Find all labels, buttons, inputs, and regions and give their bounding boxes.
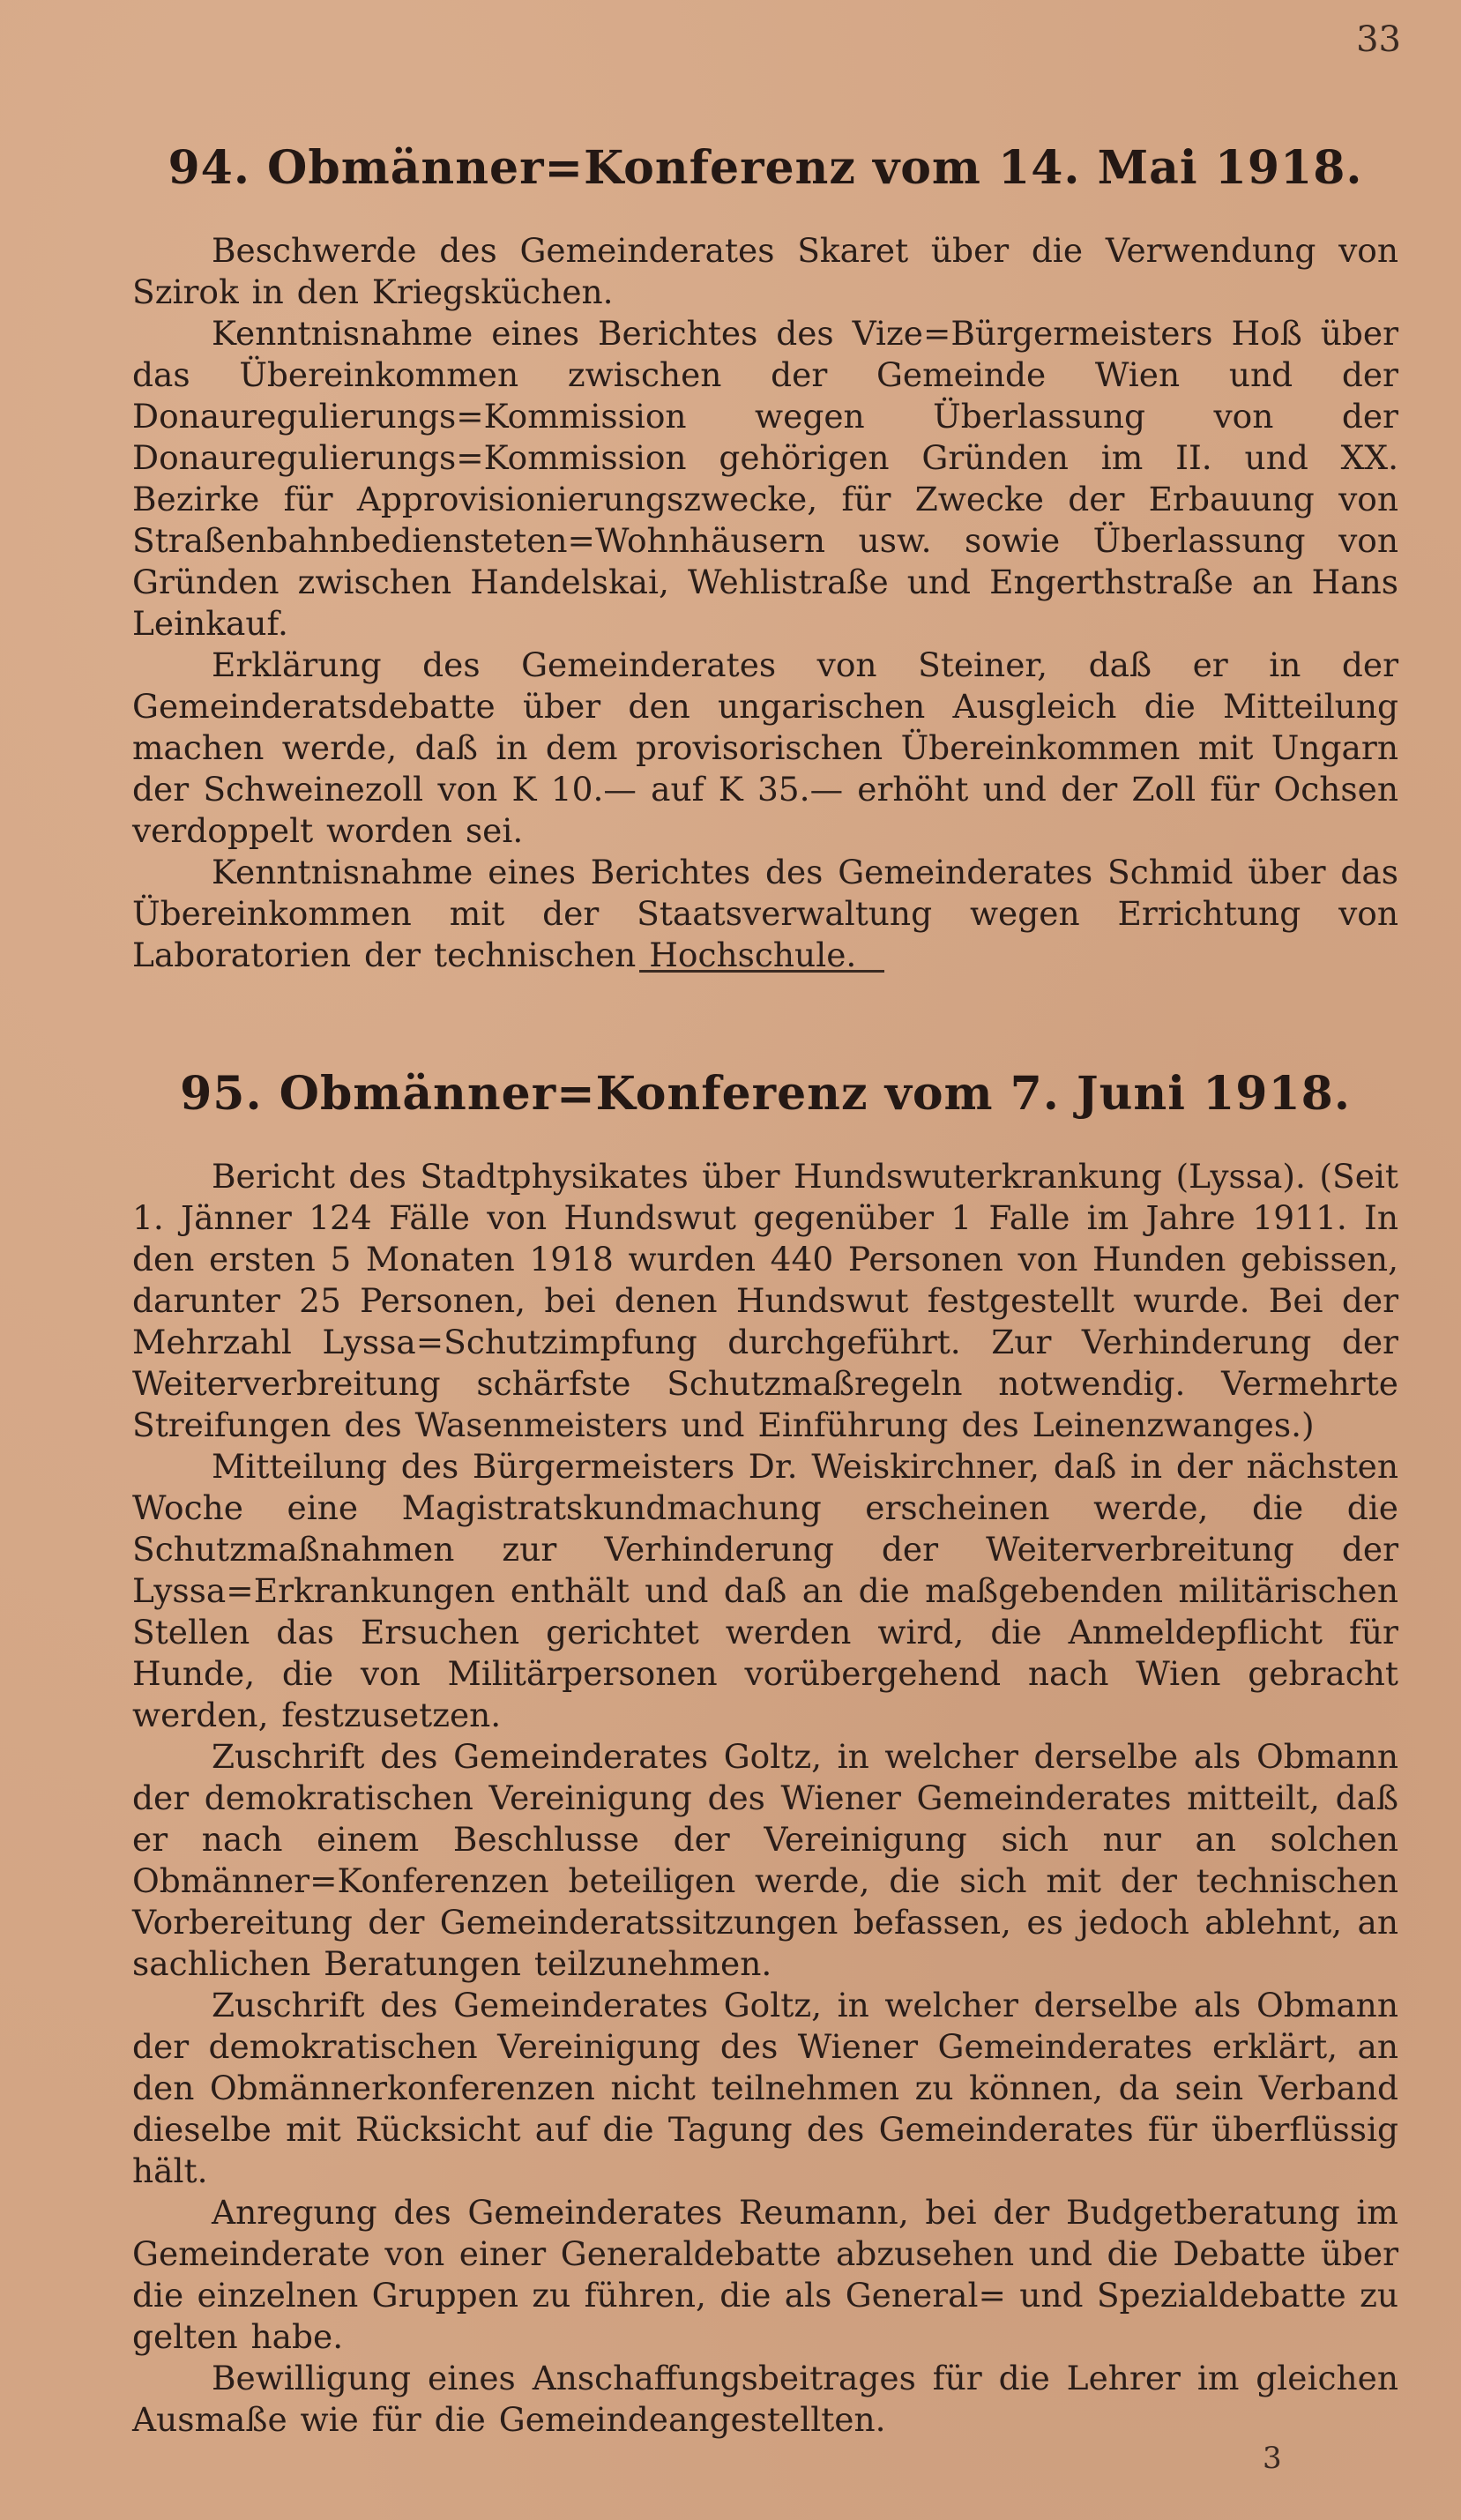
paragraph: Kenntnisnahme eines Berichtes des Vize=Bürgermeisters Hoß über das Übereinkommen zwischen der Gemeinde Wien und der Donauregulierungs=Kommission wegen Überlassung von der Donauregulierungs=Kommission gehörigen Gründen im II. und XX. Bezirke für Approvisionierungszwecke, für Zwecke der Erbauung von Straßenbahnbediensteten=Wohnhäusern usw. sowie Überlassung von Gründen zwischen Handelskai, Wehlistraße und Engerthstraße an Hans Leinkauf. — [132, 314, 1398, 643]
paragraph: Zuschrift des Gemeinderates Goltz, in welcher derselbe als Obmann der demokratischen Vereinigung des Wiener Gemeinderates mitteilt, daß er nach einem Beschlusse der Vereinigung sich nur an solchen Obmänner=Konferenzen beteiligen werde, die sich mit der technischen Vorbereitung der Gemeinderatssitzungen befassen, es jedoch ablehnt, an sachlichen Beratungen teilzunehmen. — [132, 1737, 1398, 1983]
section-divider — [639, 970, 884, 973]
paragraph: Beschwerde des Gemeinderates Skaret über die Verwendung von Szirok in den Kriegsküchen. — [132, 231, 1398, 311]
section-heading: 95. Obmänner=Konferenz vom 7. Juni 1918. — [180, 1067, 1351, 1121]
paragraph: Kenntnisnahme eines Berichtes des Gemeinderates Schmid über das Übereinkommen mit der Staatsverwaltung wegen Errichtung von Laboratorien der technischen Hochschule. — [132, 853, 1398, 974]
signature-mark: 3 — [1263, 2441, 1282, 2476]
paragraph: Bericht des Stadtphysikates über Hundswuterkrankung (Lyssa). (Seit 1. Jänner 124 Fälle von Hundswut gegenüber 1 Falle im Jahre 1911. In den ersten 5 Monaten 1918 wurden 440 Personen von Hunden gebissen, darunter 25 Personen, bei denen Hundswut festgestellt wurde. Bei der Mehrzahl Lyssa=Schutzimpfung durchgeführt. Zur Verhinderung der Weiterverbreitung schärfste Schutzmaßregeln notwendig. Vermehrte Streifungen des Wasenmeisters und Einführung des Leinenzwanges.) — [132, 1157, 1398, 1444]
section-94 — [132, 141, 1398, 976]
page-number: 33 — [1356, 19, 1401, 60]
section-95 — [132, 1067, 1398, 2441]
paragraph: Zuschrift des Gemeinderates Goltz, in welcher derselbe als Obmann der demokratischen Vereinigung des Wiener Gemeinderates erklärt, an den Obmännerkonferenzen nicht teilnehmen zu können, da sein Verband dieselbe mit Rücksicht auf die Tagung des Gemeinderates für überflüssig hält. — [132, 1986, 1398, 2190]
paragraph: Anregung des Gemeinderates Reumann, bei der Budgetberatung im Gemeinderate von einer Generaldebatte abzusehen und die Debatte über die einzelnen Gruppen zu führen, die als General= und Spezialdebatte zu gelten habe. — [132, 2193, 1398, 2356]
paragraph: Erklärung des Gemeinderates von Steiner, daß er in der Gemeinderatsdebatte über den ungarischen Ausgleich die Mitteilung machen werde, daß in dem provisorischen Übereinkommen mit Ungarn der Schweinezoll von K 10.— auf K 35.— erhöht und der Zoll für Ochsen verdoppelt worden sei. — [132, 645, 1398, 850]
paragraph: Bewilligung eines Anschaffungsbeitrages für die Lehrer im gleichen Ausmaße wie für die Gemeindeangestellten. — [132, 2359, 1398, 2439]
paragraph: Mitteilung des Bürgermeisters Dr. Weiskirchner, daß in der nächsten Woche eine Magistratskundmachung erscheinen werde, die die Schutzmaßnahmen zur Verhinderung der Weiterverbreitung der Lyssa=Erkrankungen enthält und daß an die maßgebenden militärischen Stellen das Ersuchen gerichtet werden wird, die Anmeldepflicht für Hunde, die von Militärpersonen vorübergehend nach Wien gebracht werden, festzusetzen. — [132, 1447, 1398, 1734]
section-heading: 94. Obmänner=Konferenz vom 14. Mai 1918. — [168, 141, 1363, 195]
